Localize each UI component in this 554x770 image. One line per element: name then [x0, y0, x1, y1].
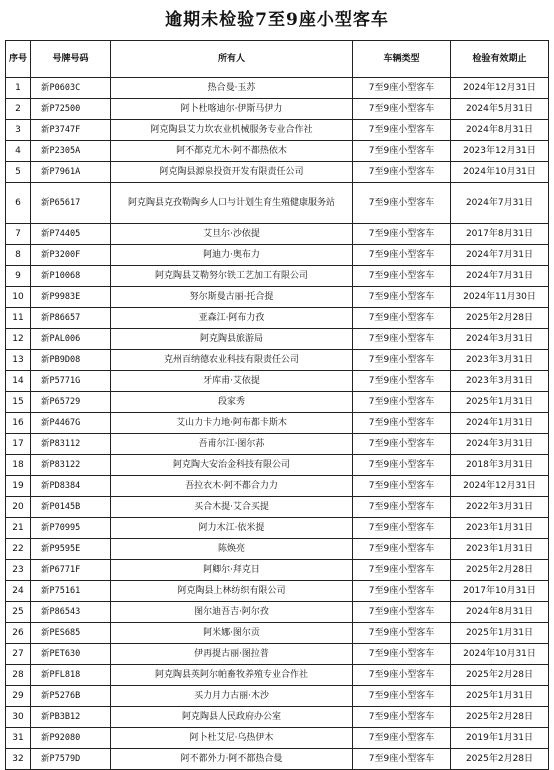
cell-no: 28 — [6, 665, 31, 686]
cell-owner: 阿克陶县克孜勒陶乡人口与计划生育生殖健康服务站 — [111, 183, 353, 224]
cell-plate: 新P86657 — [31, 308, 111, 329]
table-row — [6, 476, 549, 497]
header-no — [6, 41, 31, 78]
cell-no: 20 — [6, 497, 31, 518]
cell-expiry: 2023年1月31日 — [451, 518, 549, 539]
table-row — [6, 728, 549, 749]
cell-expiry: 2024年7月31日 — [451, 266, 549, 287]
cell-plate: 新P9983E — [31, 287, 111, 308]
table-row — [6, 413, 549, 434]
table-row — [6, 581, 549, 602]
cell-expiry: 2025年1月31日 — [451, 623, 549, 644]
cell-owner: 热合曼·玉苏 — [111, 78, 353, 99]
cell-expiry: 2024年11月30日 — [451, 287, 549, 308]
cell-plate: 新P6771F — [31, 560, 111, 581]
cell-no: 19 — [6, 476, 31, 497]
table-row — [6, 183, 549, 224]
cell-no: 1 — [6, 78, 31, 99]
cell-expiry: 2024年5月31日 — [451, 99, 549, 120]
cell-owner: 段家秀 — [111, 392, 353, 413]
table-row — [6, 539, 549, 560]
cell-no: 26 — [6, 623, 31, 644]
cell-plate: 新PB9D08 — [31, 350, 111, 371]
cell-plate: 新P3747F — [31, 120, 111, 141]
cell-type: 7至9座小型客车 — [353, 99, 451, 120]
cell-plate: 新PFL818 — [31, 665, 111, 686]
cell-plate: 新P10068 — [31, 266, 111, 287]
header-expiry: 检验有效期止 — [451, 41, 549, 78]
cell-owner: 阿克陶县艾力坎农业机械服务专业合作社 — [111, 120, 353, 141]
table-row — [6, 455, 549, 476]
table-row — [6, 78, 549, 99]
cell-type: 7至9座小型客车 — [353, 518, 451, 539]
cell-plate: 新P4467G — [31, 413, 111, 434]
cell-type: 7至9座小型客车 — [353, 266, 451, 287]
cell-expiry: 2024年1月31日 — [451, 413, 549, 434]
cell-plate: 新P65617 — [31, 183, 111, 224]
cell-owner: 克州百纳德农业科技有限责任公司 — [111, 350, 353, 371]
cell-expiry: 2023年3月31日 — [451, 350, 549, 371]
cell-expiry: 2024年7月31日 — [451, 183, 549, 224]
cell-no: 5 — [6, 162, 31, 183]
cell-no: 11 — [6, 308, 31, 329]
cell-no: 7 — [6, 224, 31, 245]
cell-type: 7至9座小型客车 — [353, 476, 451, 497]
cell-expiry: 2023年12月31日 — [451, 141, 549, 162]
table-body — [6, 78, 549, 770]
cell-plate: 新PB3B12 — [31, 707, 111, 728]
cell-expiry: 2025年2月28日 — [451, 665, 549, 686]
table-row — [6, 497, 549, 518]
cell-plate: 新P72500 — [31, 99, 111, 120]
cell-type: 7至9座小型客车 — [353, 665, 451, 686]
cell-type: 7至9座小型客车 — [353, 749, 451, 770]
table-row — [6, 99, 549, 120]
cell-owner: 艾山力卡力地·阿布都卡斯木 — [111, 413, 353, 434]
cell-type: 7至9座小型客车 — [353, 602, 451, 623]
table-row — [6, 162, 549, 183]
cell-plate: 新P7961A — [31, 162, 111, 183]
cell-plate: 新PET630 — [31, 644, 111, 665]
cell-expiry: 2017年8月31日 — [451, 224, 549, 245]
cell-type: 7至9座小型客车 — [353, 350, 451, 371]
cell-plate: 新P92080 — [31, 728, 111, 749]
cell-owner: 阿卜杜喀迪尔·伊斯马伊力 — [111, 99, 353, 120]
table-row — [6, 266, 549, 287]
cell-expiry: 2025年2月28日 — [451, 308, 549, 329]
cell-plate: 新P9595E — [31, 539, 111, 560]
cell-no: 23 — [6, 560, 31, 581]
cell-plate: 新P70995 — [31, 518, 111, 539]
cell-type: 7至9座小型客车 — [353, 497, 451, 518]
header-plate: 号牌号码 — [31, 41, 111, 78]
cell-no: 2 — [6, 99, 31, 120]
cell-expiry: 2019年1月31日 — [451, 728, 549, 749]
cell-owner: 图尔迪吾吉·阿尔孜 — [111, 602, 353, 623]
cell-type: 7至9座小型客车 — [353, 560, 451, 581]
cell-no: 4 — [6, 141, 31, 162]
cell-plate: 新PD8384 — [31, 476, 111, 497]
table-row — [6, 141, 549, 162]
cell-plate: 新P2305A — [31, 141, 111, 162]
cell-expiry: 2025年2月28日 — [451, 749, 549, 770]
cell-no: 18 — [6, 455, 31, 476]
cell-owner: 努尔斯曼古丽·托合提 — [111, 287, 353, 308]
table-row — [6, 392, 549, 413]
cell-plate: 新P83112 — [31, 434, 111, 455]
cell-no: 30 — [6, 707, 31, 728]
header-no-label: 序号 — [8, 54, 27, 64]
cell-plate: 新PES685 — [31, 623, 111, 644]
table-row — [6, 749, 549, 770]
cell-owner: 阿不都克尤木·阿不都热依木 — [111, 141, 353, 162]
cell-type: 7至9座小型客车 — [353, 581, 451, 602]
cell-expiry: 2024年12月31日 — [451, 476, 549, 497]
cell-type: 7至9座小型客车 — [353, 329, 451, 350]
cell-no: 8 — [6, 245, 31, 266]
cell-type: 7至9座小型客车 — [353, 287, 451, 308]
table-row — [6, 518, 549, 539]
cell-plate: 新P0603C — [31, 78, 111, 99]
cell-type: 7至9座小型客车 — [353, 455, 451, 476]
cell-expiry: 2025年1月31日 — [451, 392, 549, 413]
cell-no: 24 — [6, 581, 31, 602]
cell-expiry: 2025年2月28日 — [451, 707, 549, 728]
cell-expiry: 2024年8月31日 — [451, 120, 549, 141]
cell-expiry: 2024年7月31日 — [451, 245, 549, 266]
header-type: 车辆类型 — [353, 41, 451, 78]
cell-no: 31 — [6, 728, 31, 749]
table-row — [6, 434, 549, 455]
cell-type: 7至9座小型客车 — [353, 686, 451, 707]
cell-owner: 阿克陶县旅游局 — [111, 329, 353, 350]
cell-expiry: 2022年3月31日 — [451, 497, 549, 518]
cell-plate: 新P7579D — [31, 749, 111, 770]
cell-no: 10 — [6, 287, 31, 308]
cell-no: 13 — [6, 350, 31, 371]
cell-type: 7至9座小型客车 — [353, 644, 451, 665]
cell-type: 7至9座小型客车 — [353, 141, 451, 162]
cell-plate: 新P86543 — [31, 602, 111, 623]
cell-no: 9 — [6, 266, 31, 287]
cell-no: 16 — [6, 413, 31, 434]
header-owner: 所有人 — [111, 41, 353, 78]
cell-no: 6 — [6, 183, 31, 224]
cell-no: 12 — [6, 329, 31, 350]
cell-no: 15 — [6, 392, 31, 413]
cell-no: 27 — [6, 644, 31, 665]
cell-owner: 阿不都外力·阿不都热合曼 — [111, 749, 353, 770]
cell-type: 7至9座小型客车 — [353, 371, 451, 392]
cell-no: 29 — [6, 686, 31, 707]
cell-owner: 陈焕亮 — [111, 539, 353, 560]
cell-owner: 阿克陶县人民政府办公室 — [111, 707, 353, 728]
cell-expiry: 2025年1月31日 — [451, 686, 549, 707]
table-row — [6, 224, 549, 245]
cell-no: 32 — [6, 749, 31, 770]
cell-expiry: 2024年3月31日 — [451, 434, 549, 455]
cell-type: 7至9座小型客车 — [353, 434, 451, 455]
table-row — [6, 560, 549, 581]
table-row — [6, 665, 549, 686]
cell-plate: 新P5771G — [31, 371, 111, 392]
cell-type: 7至9座小型客车 — [353, 183, 451, 224]
table-row — [6, 245, 549, 266]
cell-expiry: 2018年3月31日 — [451, 455, 549, 476]
cell-no: 3 — [6, 120, 31, 141]
cell-expiry: 2017年10月31日 — [451, 581, 549, 602]
cell-no: 14 — [6, 371, 31, 392]
cell-expiry: 2023年3月31日 — [451, 371, 549, 392]
cell-type: 7至9座小型客车 — [353, 120, 451, 141]
cell-owner: 伊再提古丽·图拉普 — [111, 644, 353, 665]
cell-owner: 阿卿尔·拜克日 — [111, 560, 353, 581]
cell-owner: 买力月力古丽·木沙 — [111, 686, 353, 707]
cell-owner: 阿克陶县源泉投资开发有限责任公司 — [111, 162, 353, 183]
cell-type: 7至9座小型客车 — [353, 392, 451, 413]
cell-no: 17 — [6, 434, 31, 455]
cell-owner: 阿迪力·奥布力 — [111, 245, 353, 266]
cell-owner: 艾旦尔·沙依提 — [111, 224, 353, 245]
cell-owner: 买合木提·艾合买提 — [111, 497, 353, 518]
table-row — [6, 602, 549, 623]
cell-type: 7至9座小型客车 — [353, 623, 451, 644]
cell-plate: 新PAL006 — [31, 329, 111, 350]
cell-type: 7至9座小型客车 — [353, 245, 451, 266]
cell-owner: 阿米娜·图尔贡 — [111, 623, 353, 644]
cell-owner: 吾拉衣木·阿不都合力力 — [111, 476, 353, 497]
table-row — [6, 623, 549, 644]
cell-plate: 新P3200F — [31, 245, 111, 266]
table-row — [6, 120, 549, 141]
table-row — [6, 350, 549, 371]
cell-type: 7至9座小型客车 — [353, 707, 451, 728]
cell-type: 7至9座小型客车 — [353, 413, 451, 434]
table-row — [6, 308, 549, 329]
cell-expiry: 2024年12月31日 — [451, 78, 549, 99]
cell-owner: 吾甫尔江·图尔荪 — [111, 434, 353, 455]
cell-plate: 新P74405 — [31, 224, 111, 245]
cell-plate: 新P65729 — [31, 392, 111, 413]
cell-type: 7至9座小型客车 — [353, 308, 451, 329]
cell-owner: 亚森江·阿布力孜 — [111, 308, 353, 329]
table-row — [6, 686, 549, 707]
cell-no: 25 — [6, 602, 31, 623]
cell-owner: 阿卜杜艾尼·乌热伊木 — [111, 728, 353, 749]
cell-owner: 阿克陶大安治金科技有限公司 — [111, 455, 353, 476]
cell-owner: 阿克陶县艾勒努尔铁工艺加工有限公司 — [111, 266, 353, 287]
table-row — [6, 371, 549, 392]
cell-expiry: 2024年10月31日 — [451, 162, 549, 183]
cell-expiry: 2024年3月31日 — [451, 329, 549, 350]
cell-type: 7至9座小型客车 — [353, 78, 451, 99]
cell-no: 22 — [6, 539, 31, 560]
cell-plate: 新P0145B — [31, 497, 111, 518]
cell-expiry: 2024年8月31日 — [451, 602, 549, 623]
cell-owner: 阿克陶县英阿尔帕畜牧养殖专业合作社 — [111, 665, 353, 686]
page-title: 逾期未检验7至9座小型客车 — [165, 10, 389, 30]
cell-type: 7至9座小型客车 — [353, 539, 451, 560]
cell-type: 7至9座小型客车 — [353, 224, 451, 245]
cell-type: 7至9座小型客车 — [353, 162, 451, 183]
table-row — [6, 287, 549, 308]
cell-type: 7至9座小型客车 — [353, 728, 451, 749]
cell-expiry: 2023年1月31日 — [451, 539, 549, 560]
cell-plate: 新P5276B — [31, 686, 111, 707]
cell-owner: 牙库甫·艾依提 — [111, 371, 353, 392]
cell-expiry: 2025年2月28日 — [451, 560, 549, 581]
cell-plate: 新P75161 — [31, 581, 111, 602]
cell-owner: 阿克陶县上林纺织有限公司 — [111, 581, 353, 602]
table-row — [6, 329, 549, 350]
cell-owner: 阿力木江·依米提 — [111, 518, 353, 539]
cell-plate: 新P83122 — [31, 455, 111, 476]
cell-no: 21 — [6, 518, 31, 539]
table-row — [6, 707, 549, 728]
table-row — [6, 644, 549, 665]
table-header-row — [6, 41, 549, 78]
vehicle-table — [5, 40, 549, 770]
cell-expiry: 2024年10月31日 — [451, 644, 549, 665]
